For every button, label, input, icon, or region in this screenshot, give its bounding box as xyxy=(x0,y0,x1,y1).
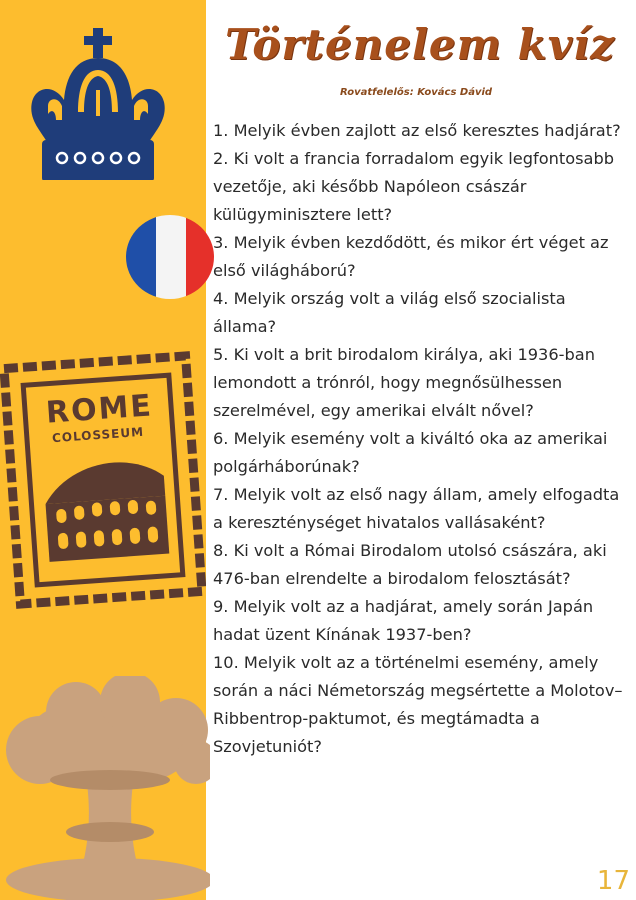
question-item: 4. Melyik ország volt a világ első szocialista állama? xyxy=(213,289,566,336)
page-title: Történelem kvíz xyxy=(224,20,615,69)
question-item: 9. Melyik volt az a hadjárat, amely során Japán hadat üzent Kínának 1937-ben? xyxy=(213,597,594,644)
stamp-title: ROME xyxy=(44,388,155,431)
byline: Rovatfelelős: Kovács Dávid xyxy=(340,87,493,98)
page-number: 17 xyxy=(596,866,630,896)
question-item: 8. Ki volt a Római Birodalom utolsó császára, aki 476-ban elrendelte a birodalom felosztását? xyxy=(213,541,607,588)
stamp-subtitle: COLOSSEUM xyxy=(51,424,145,446)
question-item: 10. Melyik volt az a történelmi esemény, amely során a náci Németország megsértette a Molotov–Ribbentrop-paktumot, és megtámadta a Szovjetuniót? xyxy=(213,653,623,756)
question-item: 1. Melyik évben zajlott az első keresztes hadjárat? xyxy=(213,121,621,140)
question-item: 5. Ki volt a brit birodalom királya, aki 1936-ban lemondott a trónról, hogy megnősülhessen szerelmével, egy amerikai elvált nővel? xyxy=(213,345,595,420)
question-item: 6. Melyik esemény volt a kiváltó oka az amerikai polgárháborúnak? xyxy=(213,429,608,476)
question-item: 2. Ki volt a francia forradalom egyik legfontosabb vezetője, aki később Napóleon császár külügyminisztere lett? xyxy=(213,149,615,224)
french-flag-icon xyxy=(124,214,216,300)
mushroom-cloud-icon xyxy=(0,676,210,900)
rome-stamp-icon xyxy=(0,340,206,620)
question-item: 7. Melyik volt az első nagy állam, amely elfogadta a kereszténységet hivatalos vallásaként? xyxy=(213,485,620,532)
crown-icon xyxy=(18,28,180,180)
question-list xyxy=(213,117,628,761)
question-item: 3. Melyik évben kezdődött, és mikor ért véget az első világháború? xyxy=(213,233,609,280)
